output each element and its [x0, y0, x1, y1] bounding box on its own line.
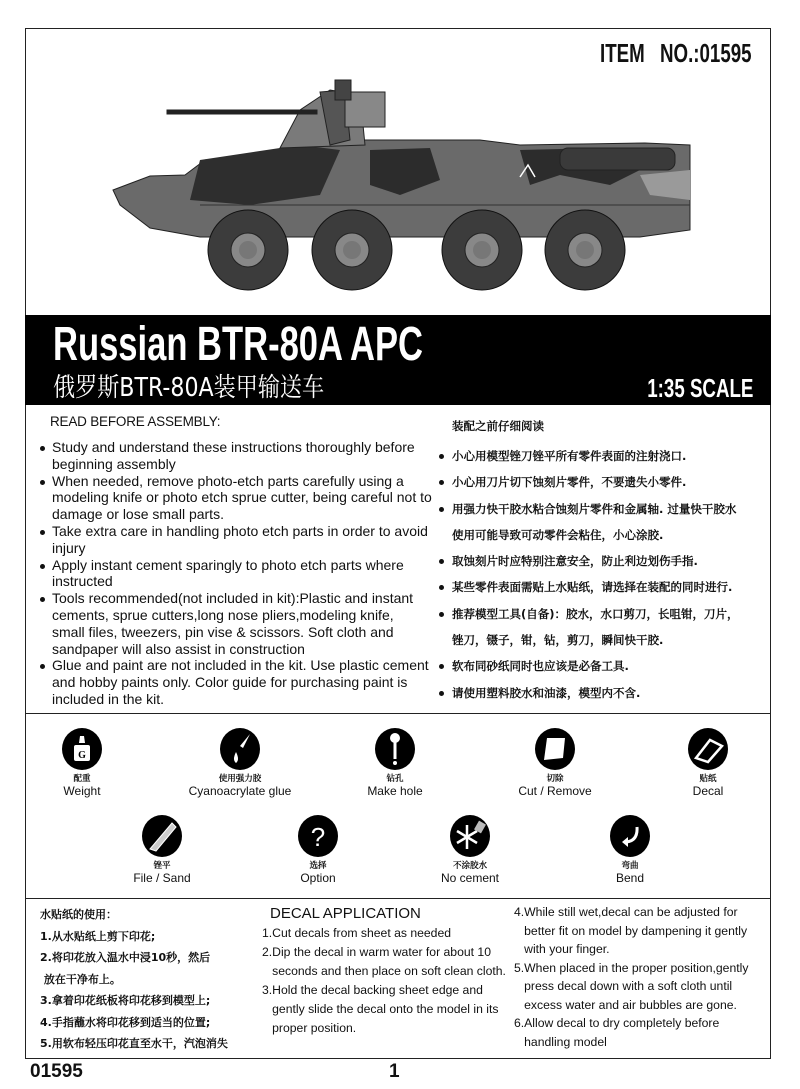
symbol-label: Make hole: [367, 784, 423, 798]
decal-step: 1.Cut decals from sheet as needed: [262, 926, 452, 940]
list-item: 推荐模型工具(自备)：胶水，水口剪刀，长咀钳，刀片， 锉刀，镊子，钳，钻，剪刀，瞬间快干胶.: [438, 601, 739, 654]
symbol-label: Weight: [63, 784, 101, 798]
make-hole-icon: [375, 728, 415, 770]
symbol-label-cn: 弯曲: [621, 861, 639, 871]
decal-step: gently slide the decal onto the model in its: [262, 1002, 499, 1016]
decal-step-cn: 2.将印花放入温水中浸10秒，然后: [40, 951, 211, 964]
symbol-label: Cut / Remove: [518, 784, 592, 798]
symbol-option: [243, 815, 393, 885]
symbol-label: Option: [300, 871, 336, 885]
footer-item-number: 01595: [30, 1061, 83, 1082]
decal-step-cn: 1.从水贴纸上剪下印花;: [40, 929, 156, 943]
decal-title: DECAL APPLICATION: [270, 905, 421, 922]
decal-step: 3.Hold the decal backing sheet edge and: [262, 983, 483, 997]
read-before-list: [38, 439, 433, 708]
symbol-label-cn: 配重: [73, 774, 91, 784]
symbol-cyanoacrylate-glue: [165, 728, 315, 798]
decal-step-cn: 5.用软布轻压印花直至水干，汽泡消失: [40, 1037, 228, 1050]
product-title-cn: 俄罗斯BTR-80A装甲输送车: [53, 373, 325, 403]
page-number: 1: [389, 1061, 400, 1082]
symbol-label: Bend: [615, 871, 645, 885]
svg-text:?: ?: [310, 822, 326, 852]
list-item: 取蚀刻片时应特别注意安全，防止利边划伤手指.: [438, 548, 739, 574]
list-item: Study and understand these instructions thoroughly before beginning assembly: [38, 439, 433, 473]
list-item: Glue and paint are not included in the kit. Use plastic cement and hobby paints only. Color guide for purchasing paint is included in the kit.: [38, 657, 433, 707]
list-item: 小心用模型锉刀锉平所有零件表面的注射浇口.: [438, 443, 739, 469]
divider: [25, 898, 771, 899]
symbol-label-cn: 使用强力胶: [218, 774, 262, 784]
decal-step: proper position.: [262, 1021, 357, 1035]
read-before-list-cn: [438, 443, 739, 706]
decal-step: handling model: [514, 1034, 607, 1049]
read-before-title: READ BEFORE ASSEMBLY:: [50, 414, 221, 429]
symbol-label-cn: 钻孔: [386, 774, 404, 784]
cut-remove-icon: [535, 728, 575, 770]
decal-icon: [688, 728, 728, 770]
title-band: [25, 315, 771, 405]
item-number: ITEM NO.:01595: [600, 38, 752, 68]
no-cement-icon: [450, 815, 490, 857]
symbol-no-cement: [395, 815, 545, 885]
option-icon: [298, 815, 338, 857]
symbol-bend: [555, 815, 705, 885]
symbol-file-sand: [87, 815, 237, 885]
decal-step-cn: 放在干净布上。: [40, 972, 121, 986]
weight-icon: [62, 728, 102, 770]
list-item: 请使用塑料胶水和油漆，模型内不含.: [438, 680, 739, 706]
symbol-cut-remove: [480, 728, 630, 798]
symbol-label-cn: 选择: [309, 861, 327, 871]
symbol-decal: [633, 728, 783, 798]
list-item: 小心用刀片切下蚀刻片零件，不要遗失小零件.: [438, 469, 739, 495]
decal-step: 4.While still wet,decal can be adjusted for: [514, 905, 738, 919]
list-item: Take extra care in handling photo etch parts in order to avoid injury: [38, 523, 433, 557]
symbol-label: Decal: [692, 784, 724, 798]
scale-label: 1:35 SCALE: [646, 373, 753, 403]
symbol-label-cn: 锉平: [153, 861, 171, 871]
decal-step-cn: 3.拿着印花纸板将印花移到模型上;: [40, 994, 211, 1007]
list-item: 某些零件表面需贴上水贴纸，请选择在装配的同时进行.: [438, 574, 739, 600]
decal-title-cn: 水贴纸的使用：: [40, 908, 117, 921]
decal-step: excess water and air bubbles are gone.: [514, 997, 737, 1012]
symbol-weight: [7, 728, 157, 798]
read-before-title-cn: 装配之前仔细阅读: [452, 419, 544, 433]
file-sand-icon: [142, 815, 182, 857]
symbol-label: Cyanoacrylate glue: [188, 784, 292, 798]
divider: [25, 713, 771, 714]
cyanoacrylate-glue-icon: [220, 728, 260, 770]
list-item: When needed, remove photo-etch parts carefully using a modeling knife or photo etch sprue cutter, being careful not to damage or lose small parts.: [38, 473, 433, 523]
decal-instructions-en-cont: [514, 903, 748, 1051]
decal-instructions-en: [262, 904, 506, 1038]
decal-step: 6.Allow decal to dry completely before: [514, 1016, 720, 1030]
symbol-label-cn: 切除: [546, 774, 564, 784]
decal-step-cn: 4.手指蘸水将印花移到适当的位置;: [40, 1015, 211, 1029]
symbol-make-hole: [320, 728, 470, 798]
decal-step: 2.Dip the decal in warm water for about 10: [262, 945, 491, 959]
vehicle-hull: [113, 80, 690, 237]
decal-step: seconds and then place on soft clean cloth.: [262, 964, 506, 978]
decal-step: better fit on model by dampening it gently: [514, 923, 748, 938]
decal-instructions-cn: [40, 904, 228, 1055]
symbol-label-cn: 贴纸: [699, 774, 717, 784]
product-title: Russian BTR-80A APC: [53, 318, 423, 371]
list-item: 用强力快干胶水粘合蚀刻片零件和金属轴. 过量快干胶水 使用可能导致可动零件会粘住，小心涂胶.: [438, 496, 739, 549]
list-item: Tools recommended(not included in kit):Plastic and instant cements, sprue cutters,long nose pliers,modeling knife, small files, tweezers, pin vise & scissors. Soft cloth and sandpaper will also assist in construction: [38, 590, 433, 657]
decal-step: press decal down with a soft cloth until: [514, 979, 733, 993]
symbol-label: No cement: [440, 871, 500, 885]
symbol-label: File / Sand: [133, 871, 191, 885]
bend-icon: [610, 815, 650, 857]
decal-step: 5.When placed in the proper position,gently: [514, 960, 749, 975]
list-item: Apply instant cement sparingly to photo etch parts where instructed: [38, 557, 433, 591]
symbol-label-cn: 不涂胶水: [452, 861, 487, 871]
decal-step: with your finger.: [514, 942, 610, 956]
list-item: 软布同砂纸同时也应该是必备工具.: [438, 653, 739, 679]
svg-text:G: G: [78, 750, 86, 761]
